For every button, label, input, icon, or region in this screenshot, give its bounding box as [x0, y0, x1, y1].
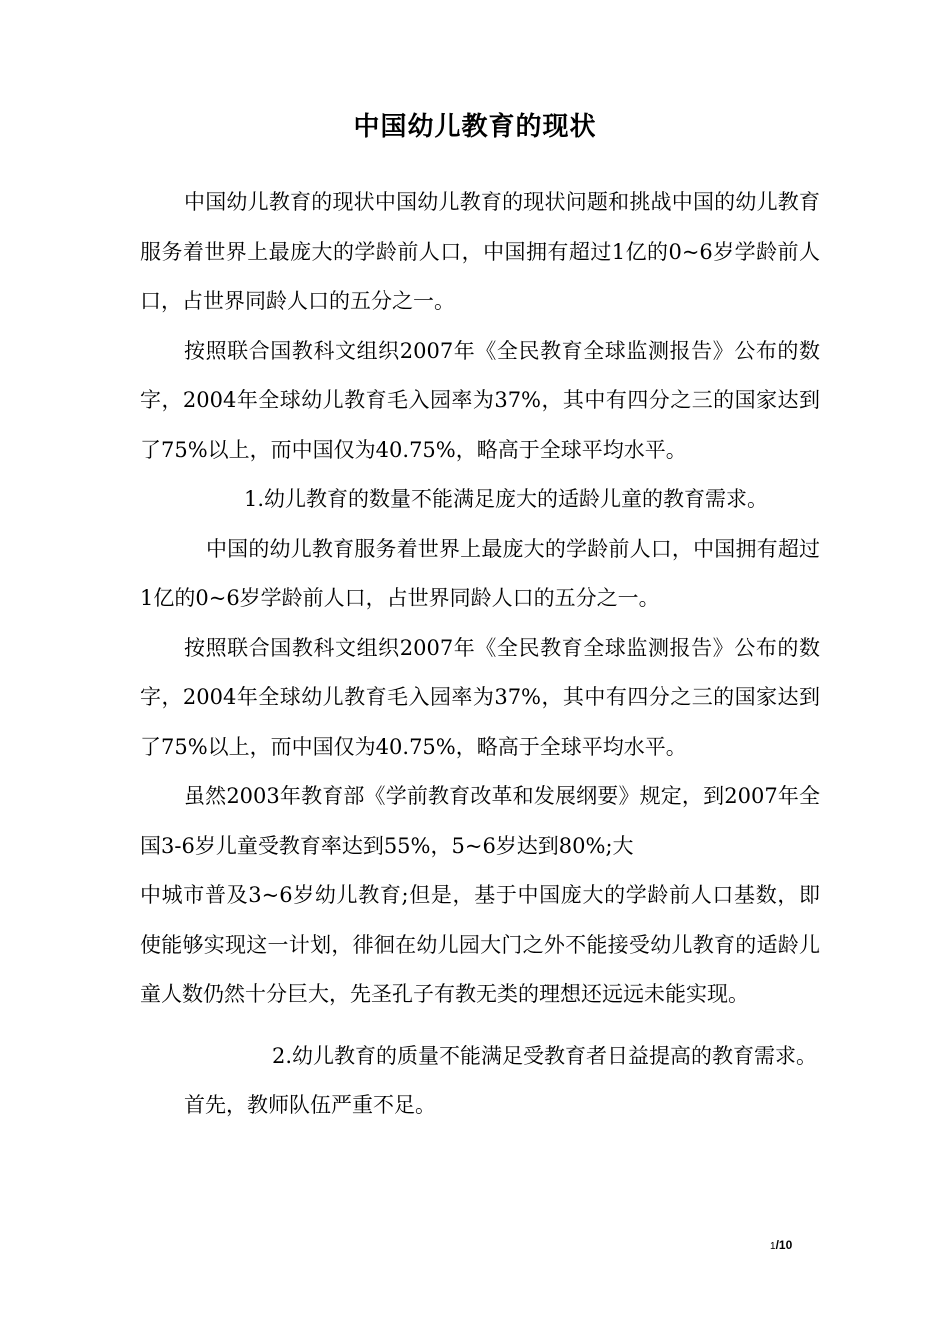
- paragraph-statistics-repeat: 按照联合国教科文组织2007年《全民教育全球监测报告》公布的数字，2004年全球幼儿教育毛入园率为37%，其中有四分之三的国家达到了75%以上，而中国仅为40.75%，略高于全球平均水平。: [140, 635, 820, 759]
- section-heading-1-number: 1.: [244, 487, 265, 511]
- paragraph-population: 中国的幼儿教育服务着世界上最庞大的学龄前人口，中国拥有超过1亿的0~6岁学龄前人口，占世界同龄人口的五分之一。: [140, 536, 820, 610]
- document-body: [140, 178, 820, 1131]
- page-title: 中国幼儿教育的现状: [353, 112, 597, 142]
- paragraph-policy-continued: 中城市普及3~6岁幼儿教育;但是，基于中国庞大的学龄前人口基数，即使能够实现这一计划，徘徊在幼儿园大门之外不能接受幼儿教育的适龄儿童人数仍然十分巨大，先圣孔子有教无类的理想还远远未能实现。: [140, 883, 820, 1006]
- current-page-number: 1: [770, 1241, 776, 1252]
- section-heading-2-text: 幼儿教育的质量不能满足受教育者日益提高的教育需求。: [292, 1043, 818, 1068]
- total-pages: /10: [775, 1238, 793, 1252]
- section-heading-2: [140, 1032, 820, 1082]
- section-heading-1-text: 幼儿教育的数量不能满足庞大的适龄儿童的教育需求。: [264, 487, 769, 511]
- page-number: [770, 1238, 792, 1252]
- paragraph-policy: 虽然2003年教育部《学前教育改革和发展纲要》规定，到2007年全国3-6岁儿童受教育率达到55%，5~6岁达到80%;大: [140, 784, 820, 858]
- section-heading-1: [140, 475, 820, 525]
- paragraph-teachers: 首先，教师队伍严重不足。: [184, 1093, 436, 1117]
- section-heading-2-number: 2.: [272, 1043, 293, 1068]
- paragraph-statistics: 按照联合国教科文组织2007年《全民教育全球监测报告》公布的数字，2004年全球幼儿教育毛入园率为37%，其中有四分之三的国家达到了75%以上，而中国仅为40.75%，略高于全球平均水平。: [140, 338, 820, 462]
- paragraph-intro: 中国幼儿教育的现状中国幼儿教育的现状问题和挑战中国的幼儿教育服务着世界上最庞大的学龄前人口，中国拥有超过1亿的0~6岁学龄前人口，占世界同龄人口的五分之一。: [140, 190, 820, 313]
